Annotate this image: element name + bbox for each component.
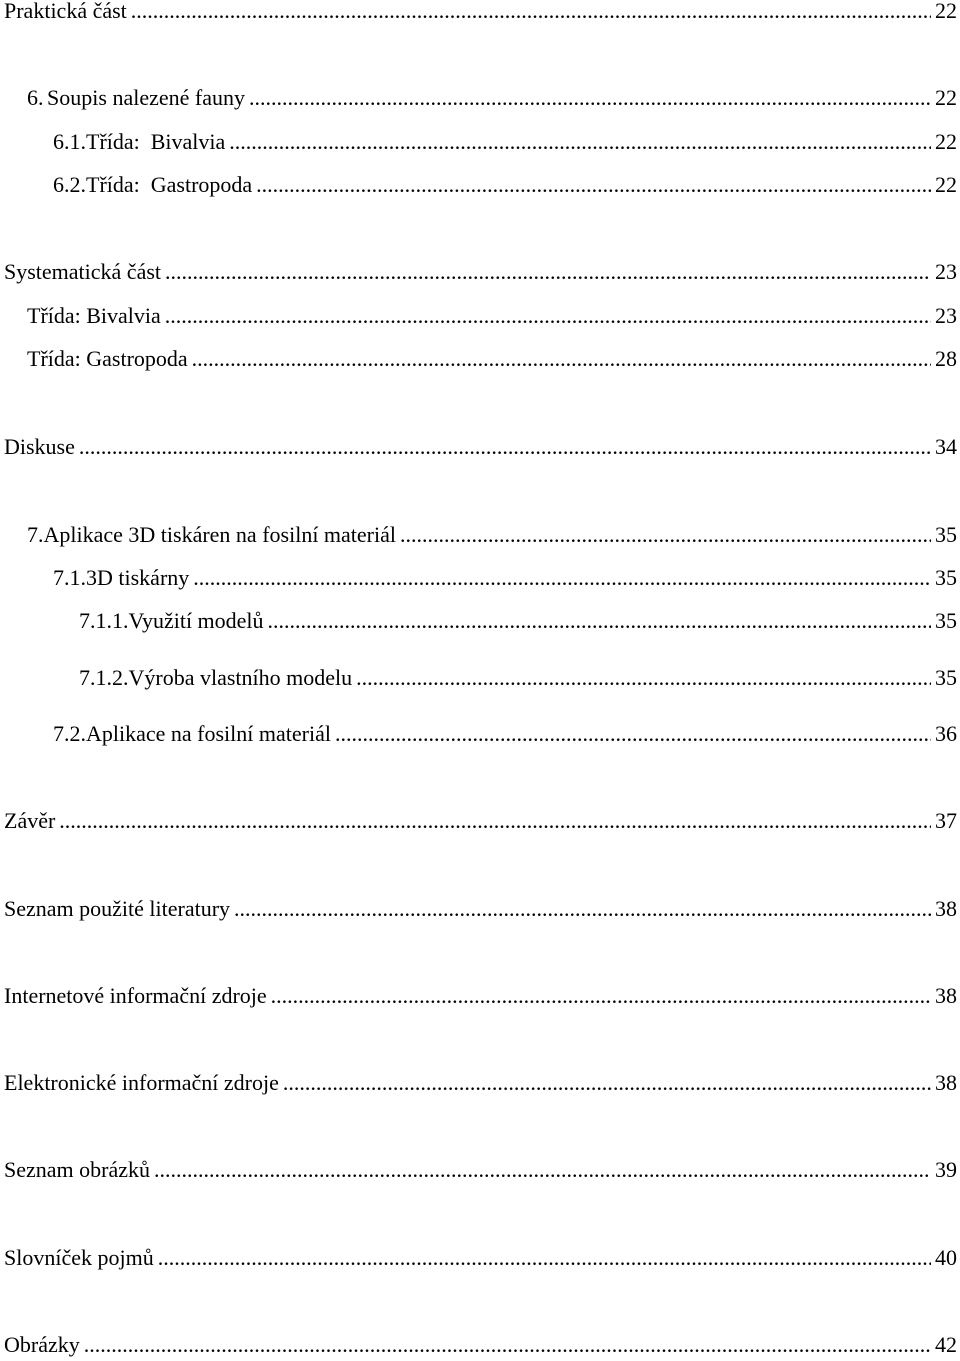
dot-leader (192, 344, 931, 374)
toc-entry-literatura[interactable] (0, 894, 960, 924)
toc-entry-bivalvia[interactable] (0, 127, 960, 157)
toc-entry-number: 7.1.2. (79, 665, 129, 690)
toc-entry-trida-gastropoda[interactable] (0, 344, 960, 374)
toc-entry-seznam-obrazku[interactable] (0, 1155, 960, 1185)
toc-entry-title: Internetové informační zdroje (4, 983, 267, 1008)
toc-entry-title: Soupis nalezené fauny (47, 85, 245, 110)
toc-entry-page: 35 (935, 665, 957, 690)
toc-entry-title: Aplikace na fosilní materiál (86, 721, 331, 746)
toc-entry-diskuse[interactable] (0, 432, 960, 462)
toc-entry-title: Třída: Gastropoda (27, 346, 188, 371)
dot-leader (79, 432, 931, 462)
toc-entry-page: 37 (935, 808, 957, 833)
dot-leader (229, 127, 931, 157)
dot-leader (84, 1330, 931, 1360)
dot-leader (165, 257, 931, 287)
dot-leader (400, 520, 931, 550)
dot-leader (158, 1243, 931, 1273)
toc-entry-number: 6.2. (53, 172, 86, 197)
toc-entry-trida-bivalvia[interactable] (0, 301, 960, 331)
toc-entry-page: 39 (935, 1157, 957, 1182)
toc-entry-soupis-fauny[interactable] (0, 83, 960, 113)
toc-entry-3d-tiskarny[interactable] (0, 563, 960, 593)
toc-entry-number: 7. (27, 522, 44, 547)
toc-entry-title: Třída: Bivalvia (86, 129, 226, 154)
toc-entry-page: 23 (935, 259, 957, 284)
toc-entry-page: 22 (935, 0, 957, 23)
toc-entry-page: 38 (935, 896, 957, 921)
toc-entry-title: Využití modelů (128, 608, 264, 633)
toc-entry-vyuziti-modelu[interactable] (0, 606, 960, 636)
toc-entry-page: 22 (935, 129, 957, 154)
toc-entry-page: 36 (935, 721, 957, 746)
toc-entry-page: 22 (935, 172, 957, 197)
toc-entry-page: 35 (935, 608, 957, 633)
dot-leader (193, 563, 931, 593)
toc-entry-page: 40 (935, 1245, 957, 1270)
dot-leader (268, 606, 931, 636)
toc-entry-title: Výroba vlastního modelu (128, 665, 353, 690)
toc-entry-title: Elektronické informační zdroje (4, 1070, 279, 1095)
toc-entry-page: 23 (935, 303, 957, 328)
toc-entry-aplikace-3d[interactable] (0, 520, 960, 550)
toc-entry-page: 28 (935, 346, 957, 371)
toc-entry-vyroba-modelu[interactable] (0, 663, 960, 693)
toc-entry-prakticka-cast[interactable] (0, 0, 960, 26)
dot-leader (249, 83, 931, 113)
toc-entry-obrazky[interactable] (0, 1330, 960, 1360)
dot-leader (154, 1155, 931, 1185)
toc-entry-systematicka-cast[interactable] (0, 257, 960, 287)
toc-entry-title: Seznam použité literatury (4, 896, 231, 921)
toc-entry-gastropoda[interactable] (0, 170, 960, 200)
toc-entry-page: 42 (935, 1332, 957, 1357)
dot-leader (283, 1068, 931, 1098)
toc-entry-title: Systematická část (4, 259, 162, 284)
toc-entry-title: Závěr (4, 808, 56, 833)
toc-entry-title: Třída: Gastropoda (86, 172, 253, 197)
dot-leader (234, 894, 931, 924)
toc-entry-page: 34 (935, 434, 957, 459)
toc-entry-title: Obrázky (4, 1332, 80, 1357)
toc-entry-title: Třída: Bivalvia (27, 303, 161, 328)
dot-leader (256, 170, 931, 200)
toc-entry-number: 7.1.1. (79, 608, 129, 633)
toc-entry-title: Slovníček pojmů (4, 1245, 154, 1270)
toc-entry-title: Seznam obrázků (4, 1157, 150, 1182)
toc-entry-slovnicek[interactable] (0, 1243, 960, 1273)
dot-leader (356, 663, 931, 693)
dot-leader (335, 719, 931, 749)
toc-entry-internetove-zdroje[interactable] (0, 981, 960, 1011)
toc-entry-page: 35 (935, 522, 957, 547)
dot-leader (271, 981, 931, 1011)
toc-entry-page: 22 (935, 85, 957, 110)
dot-leader (131, 0, 931, 26)
toc-entry-elektronicke-zdroje[interactable] (0, 1068, 960, 1098)
toc-entry-aplikace-fosilni[interactable] (0, 719, 960, 749)
toc-entry-title: 3D tiskárny (86, 565, 190, 590)
toc-entry-title: Diskuse (4, 434, 75, 459)
toc-entry-title: Praktická část (4, 0, 127, 23)
toc-entry-number: 7.1. (53, 565, 86, 590)
dot-leader (59, 806, 931, 836)
dot-leader (165, 301, 931, 331)
toc-entry-page: 35 (935, 565, 957, 590)
toc-entry-page: 38 (935, 983, 957, 1008)
toc-entry-number: 6.1. (53, 129, 86, 154)
toc-entry-page: 38 (935, 1070, 957, 1095)
toc-entry-title: Aplikace 3D tiskáren na fosilní materiál (43, 522, 396, 547)
toc-entry-number: 7.2. (53, 721, 86, 746)
toc-entry-number: 6. (27, 85, 44, 110)
toc-entry-zaver[interactable] (0, 806, 960, 836)
